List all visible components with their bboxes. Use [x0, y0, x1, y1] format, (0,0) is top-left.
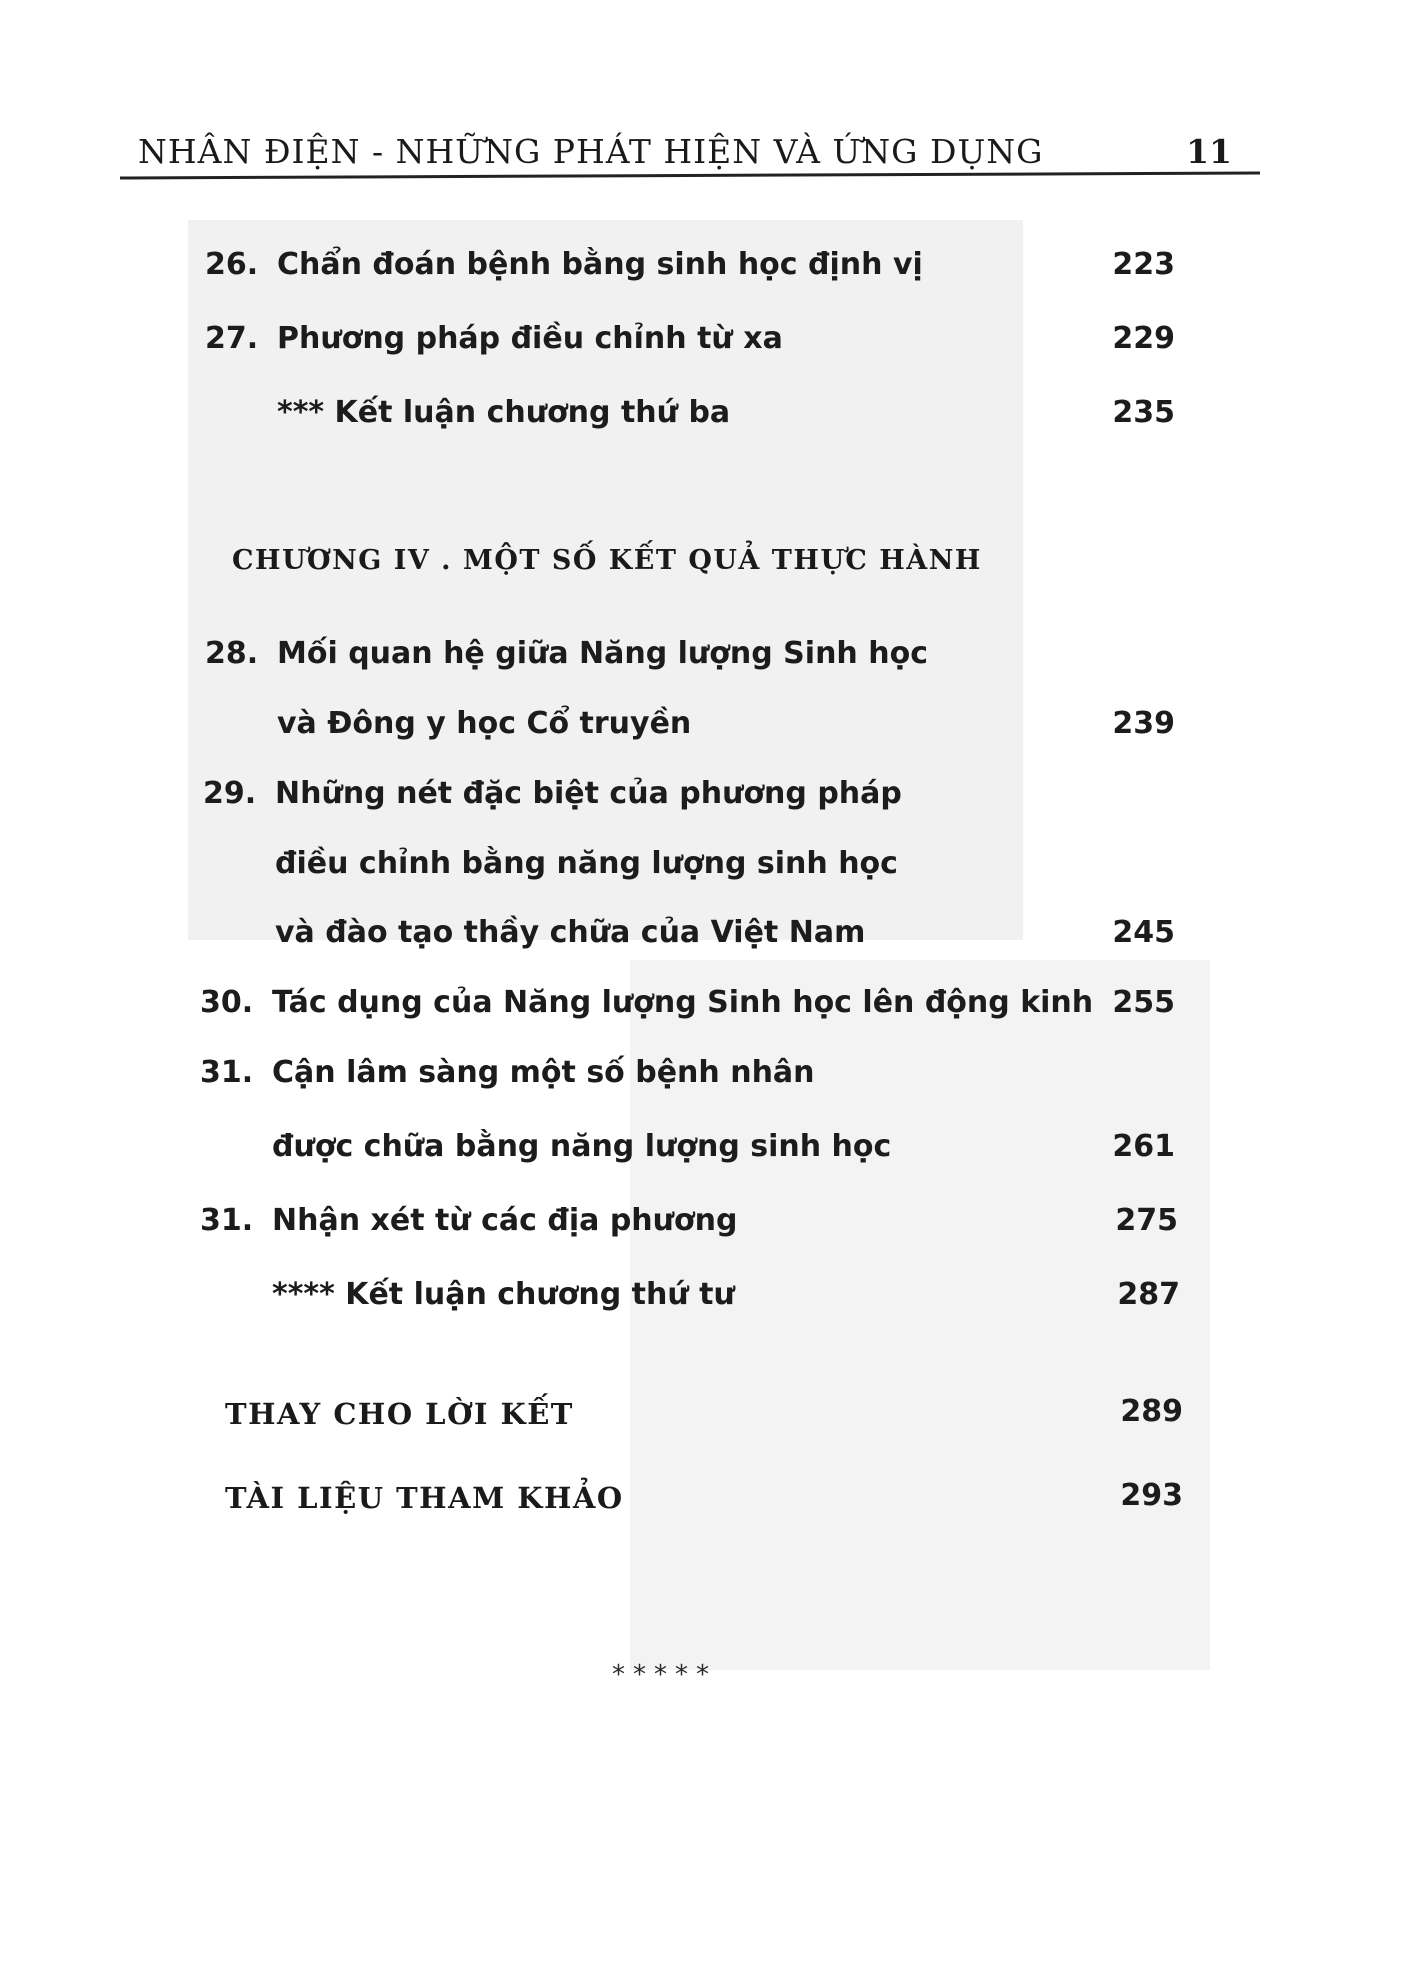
entry-title: **** Kết luận chương thứ tư	[272, 1277, 735, 1312]
toc-entry	[200, 1277, 1195, 1321]
entry-page: 287	[1117, 1277, 1180, 1312]
entry-number: 28.	[205, 636, 259, 671]
toc-entry	[200, 985, 1185, 1029]
references-page	[200, 1478, 1200, 1522]
entry-page: 235	[1112, 395, 1175, 430]
entry-page: 245	[1112, 915, 1175, 950]
entry-title: Tác dụng của Năng lượng Sinh học lên động kinh	[272, 985, 1094, 1020]
entry-title-line: được chữa bằng năng lượng sinh học	[272, 1129, 892, 1164]
entry-page: 275	[1115, 1203, 1178, 1238]
closing-heading: THAY CHO LỜI KẾT	[225, 1397, 574, 1431]
chapter-heading: CHƯƠNG IV . MỘT SỐ KẾT QUẢ THỰC HÀNH	[232, 545, 982, 576]
toc-entry	[203, 776, 1180, 820]
toc-entry	[205, 247, 1180, 291]
closing-page	[200, 1394, 1200, 1438]
page-number: 11	[1186, 132, 1232, 171]
toc-entry	[200, 1203, 1190, 1247]
entry-page: 289	[1120, 1394, 1183, 1429]
entry-page: 293	[1120, 1478, 1183, 1513]
toc-entry	[205, 636, 1180, 680]
running-header	[120, 128, 1260, 176]
entry-page: 239	[1112, 706, 1175, 741]
section-end-stars: *****	[612, 1660, 717, 1690]
entry-title-line: điều chỉnh bằng năng lượng sinh học	[275, 846, 898, 881]
entry-page: 223	[1112, 247, 1175, 282]
toc-entry	[200, 1055, 1185, 1099]
entry-number: 26.	[205, 247, 259, 282]
entry-title-line: và đào tạo thầy chữa của Việt Nam	[275, 915, 866, 950]
entry-title-line: và Đông y học Cổ truyền	[277, 706, 692, 741]
entry-number: 29.	[203, 776, 257, 811]
entry-title: Mối quan hệ giữa Năng lượng Sinh học	[277, 636, 928, 671]
toc-entry	[205, 395, 1180, 439]
entry-number: 31.	[200, 1203, 254, 1238]
entry-number: 30.	[200, 985, 254, 1020]
entry-title: Chẩn đoán bệnh bằng sinh học định vị	[277, 247, 923, 282]
entry-title: Phương pháp điều chỉnh từ xa	[277, 321, 783, 356]
entry-page: 255	[1112, 985, 1175, 1020]
entry-page: 229	[1112, 321, 1175, 356]
entry-title: Nhận xét từ các địa phương	[272, 1203, 738, 1238]
toc-entry-continuation	[203, 915, 1180, 959]
toc-entry	[205, 321, 1180, 365]
toc-entry-continuation	[203, 846, 1180, 890]
toc-entry-continuation	[205, 706, 1180, 750]
book-title: NHÂN ĐIỆN - NHỮNG PHÁT HIỆN VÀ ỨNG DỤNG	[138, 132, 1044, 171]
entry-title: Cận lâm sàng một số bệnh nhân	[272, 1055, 815, 1090]
entry-page: 261	[1112, 1129, 1175, 1164]
references-heading: TÀI LIỆU THAM KHẢO	[225, 1481, 624, 1515]
entry-number: 31.	[200, 1055, 254, 1090]
entry-title: Những nét đặc biệt của phương pháp	[275, 776, 902, 811]
entry-number: 27.	[205, 321, 259, 356]
entry-title: *** Kết luận chương thứ ba	[277, 395, 731, 430]
toc-entry-continuation	[200, 1129, 1185, 1173]
